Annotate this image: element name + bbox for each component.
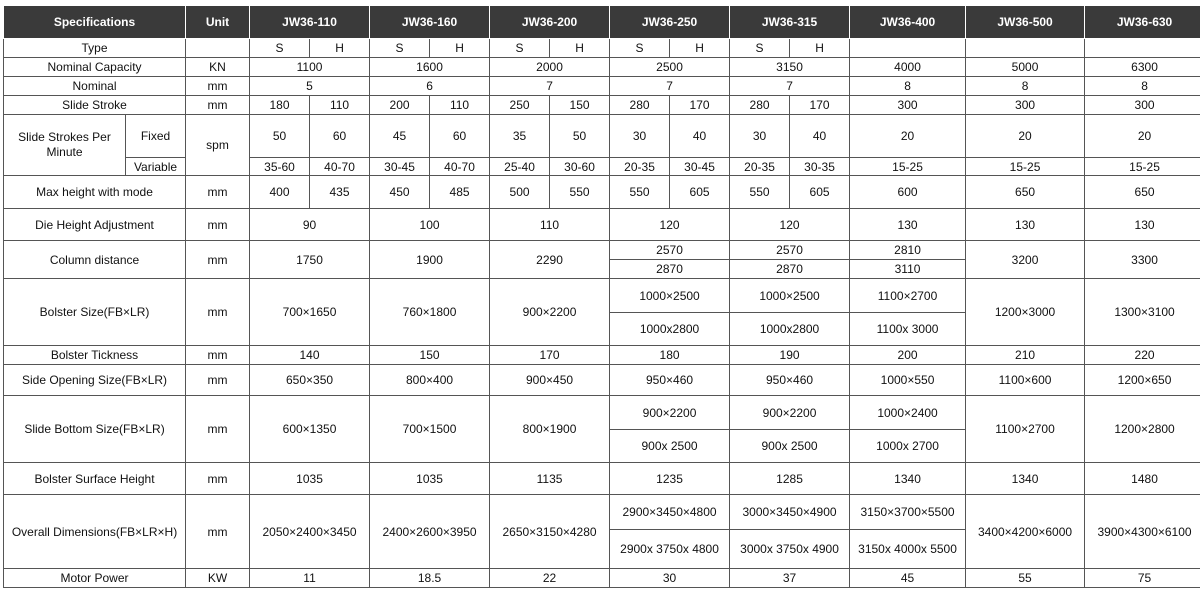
- slidebottom-value-top: 900×2200: [610, 396, 730, 430]
- surface-value: 1480: [1085, 463, 1200, 495]
- bolster-value: 700×1650: [250, 279, 370, 346]
- thickness-row: [4, 346, 1200, 365]
- maxheight-value: 600: [850, 176, 966, 209]
- spm-fixed-value: 40: [670, 115, 730, 158]
- overall-value-top: 2900×3450×4800: [610, 495, 730, 530]
- surface-value: 1340: [850, 463, 966, 495]
- bolster-value: 1200×3000: [966, 279, 1085, 346]
- spm-fixed-value: 45: [370, 115, 430, 158]
- spm-variable-value: 40-70: [430, 158, 490, 176]
- dieheight-value: 90: [250, 209, 370, 241]
- motor-value: 22: [490, 569, 610, 588]
- thickness-value: 200: [850, 346, 966, 365]
- type-cell: S: [490, 39, 550, 58]
- model-header-jw36-110: JW36-110: [250, 6, 370, 39]
- overall-value: 3400×4200×6000: [966, 495, 1085, 569]
- type-cell: S: [250, 39, 310, 58]
- stroke-row: [4, 96, 1200, 115]
- slidebottom-value: 800×1900: [490, 396, 610, 463]
- stroke-value: 300: [850, 96, 966, 115]
- nominal-value: 7: [610, 77, 730, 96]
- motor-value: 37: [730, 569, 850, 588]
- sideopening-value: 1100×600: [966, 365, 1085, 396]
- column-value: 3200: [966, 241, 1085, 279]
- thickness-value: 190: [730, 346, 850, 365]
- bolster-unit: mm: [186, 279, 250, 346]
- overall-value: 2050×2400×3450: [250, 495, 370, 569]
- spm-variable-value: 30-45: [670, 158, 730, 176]
- thickness-value: 220: [1085, 346, 1200, 365]
- spm-variable-value: 30-35: [790, 158, 850, 176]
- capacity-value: 4000: [850, 58, 966, 77]
- model-header-jw36-160: JW36-160: [370, 6, 490, 39]
- slidebottom-value: 1200×2800: [1085, 396, 1200, 463]
- motor-unit: KW: [186, 569, 250, 588]
- sideopening-value: 900×450: [490, 365, 610, 396]
- bolster-value: 1300×3100: [1085, 279, 1200, 346]
- maxheight-value: 435: [310, 176, 370, 209]
- overall-value-bottom: 3150x 4000x 5500: [850, 530, 966, 569]
- stroke-value: 300: [1085, 96, 1200, 115]
- slidebottom-label: Slide Bottom Size(FB×LR): [4, 396, 186, 463]
- spm-fixed-value: 50: [550, 115, 610, 158]
- thickness-value: 170: [490, 346, 610, 365]
- nominal-value: 7: [730, 77, 850, 96]
- maxheight-value: 650: [966, 176, 1085, 209]
- bolster-row: [4, 279, 1200, 313]
- header-row: [4, 6, 1200, 39]
- thickness-value: 150: [370, 346, 490, 365]
- thickness-value: 180: [610, 346, 730, 365]
- thickness-unit: mm: [186, 346, 250, 365]
- motor-value: 45: [850, 569, 966, 588]
- type-cell: H: [430, 39, 490, 58]
- bolster-value: 760×1800: [370, 279, 490, 346]
- spm-variable-value: 20-35: [730, 158, 790, 176]
- spm-variable-value: 30-60: [550, 158, 610, 176]
- column-value-bottom: 2870: [730, 260, 850, 279]
- model-header-jw36-200: JW36-200: [490, 6, 610, 39]
- motor-label: Motor Power: [4, 569, 186, 588]
- dieheight-value: 120: [610, 209, 730, 241]
- surface-value: 1035: [250, 463, 370, 495]
- surface-label: Bolster Surface Height: [4, 463, 186, 495]
- spm-fixed-value: 20: [1085, 115, 1200, 158]
- sideopening-value: 1200×650: [1085, 365, 1200, 396]
- bolster-label: Bolster Size(FB×LR): [4, 279, 186, 346]
- maxheight-value: 485: [430, 176, 490, 209]
- capacity-unit: KN: [186, 58, 250, 77]
- spm-fixed-value: 60: [310, 115, 370, 158]
- type-cell: S: [370, 39, 430, 58]
- bolster-value-bottom: 1000x2800: [730, 313, 850, 346]
- slidebottom-row: [4, 396, 1200, 430]
- thickness-value: 140: [250, 346, 370, 365]
- motor-value: 18.5: [370, 569, 490, 588]
- type-cell: H: [310, 39, 370, 58]
- dieheight-unit: mm: [186, 209, 250, 241]
- stroke-value: 170: [670, 96, 730, 115]
- maxheight-row: [4, 176, 1200, 209]
- maxheight-value: 450: [370, 176, 430, 209]
- model-header-jw36-250: JW36-250: [610, 6, 730, 39]
- capacity-value: 6300: [1085, 58, 1200, 77]
- bolster-value-top: 1000×2500: [610, 279, 730, 313]
- capacity-value: 2500: [610, 58, 730, 77]
- model-header-jw36-315: JW36-315: [730, 6, 850, 39]
- maxheight-unit: mm: [186, 176, 250, 209]
- type-unit: [186, 39, 250, 58]
- stroke-value: 300: [966, 96, 1085, 115]
- model-header-jw36-400: JW36-400: [850, 6, 966, 39]
- nominal-label: Nominal: [4, 77, 186, 96]
- column-value-bottom: 2870: [610, 260, 730, 279]
- sideopening-unit: mm: [186, 365, 250, 396]
- nominal-value: 8: [966, 77, 1085, 96]
- nominal-value: 8: [850, 77, 966, 96]
- column-value-top: 2570: [730, 241, 850, 260]
- capacity-value: 2000: [490, 58, 610, 77]
- type-cell: H: [550, 39, 610, 58]
- surface-row: [4, 463, 1200, 495]
- spm-variable-value: 15-25: [966, 158, 1085, 176]
- sideopening-row: [4, 365, 1200, 396]
- sideopening-value: 650×350: [250, 365, 370, 396]
- type-cell: [1085, 39, 1200, 58]
- column-label: Column distance: [4, 241, 186, 279]
- overall-value-bottom: 2900x 3750x 4800: [610, 530, 730, 569]
- dieheight-value: 110: [490, 209, 610, 241]
- dieheight-label: Die Height Adjustment: [4, 209, 186, 241]
- column-row: [4, 241, 1200, 260]
- stroke-value: 110: [310, 96, 370, 115]
- nominal-unit: mm: [186, 77, 250, 96]
- type-cell: S: [730, 39, 790, 58]
- maxheight-value: 650: [1085, 176, 1200, 209]
- slidebottom-value-bottom: 900x 2500: [610, 430, 730, 463]
- spm-fixed-value: 30: [610, 115, 670, 158]
- column-value-bottom: 3110: [850, 260, 966, 279]
- stroke-value: 150: [550, 96, 610, 115]
- stroke-value: 250: [490, 96, 550, 115]
- column-value: 3300: [1085, 241, 1200, 279]
- capacity-value: 1100: [250, 58, 370, 77]
- spm-variable-row: [4, 158, 1200, 176]
- overall-row: [4, 495, 1200, 530]
- unit-header: Unit: [186, 6, 250, 39]
- spm-fixed-value: 50: [250, 115, 310, 158]
- maxheight-value: 400: [250, 176, 310, 209]
- model-header-jw36-500: JW36-500: [966, 6, 1085, 39]
- type-cell: [850, 39, 966, 58]
- spm-fixed-value: 35: [490, 115, 550, 158]
- overall-value-top: 3150×3700×5500: [850, 495, 966, 530]
- sideopening-value: 1000×550: [850, 365, 966, 396]
- capacity-value: 1600: [370, 58, 490, 77]
- spm-variable-value: 35-60: [250, 158, 310, 176]
- spm-fixed-label: Fixed: [126, 115, 186, 158]
- bolster-value-bottom: 1000x2800: [610, 313, 730, 346]
- spm-variable-value: 15-25: [850, 158, 966, 176]
- overall-value-bottom: 3000x 3750x 4900: [730, 530, 850, 569]
- slidebottom-value: 1100×2700: [966, 396, 1085, 463]
- maxheight-value: 550: [730, 176, 790, 209]
- specifications-header: Specifications: [4, 6, 186, 39]
- surface-unit: mm: [186, 463, 250, 495]
- spm-fixed-value: 40: [790, 115, 850, 158]
- surface-value: 1340: [966, 463, 1085, 495]
- capacity-row: [4, 58, 1200, 77]
- stroke-unit: mm: [186, 96, 250, 115]
- dieheight-row: [4, 209, 1200, 241]
- stroke-value: 280: [610, 96, 670, 115]
- dieheight-value: 130: [966, 209, 1085, 241]
- maxheight-value: 605: [670, 176, 730, 209]
- slidebottom-value-bottom: 1000x 2700: [850, 430, 966, 463]
- maxheight-value: 550: [550, 176, 610, 209]
- maxheight-label: Max height with mode: [4, 176, 186, 209]
- sideopening-value: 950×460: [610, 365, 730, 396]
- maxheight-value: 605: [790, 176, 850, 209]
- bolster-value-top: 1100×2700: [850, 279, 966, 313]
- stroke-value: 280: [730, 96, 790, 115]
- spm-fixed-value: 30: [730, 115, 790, 158]
- slidebottom-value-top: 1000×2400: [850, 396, 966, 430]
- nominal-value: 5: [250, 77, 370, 96]
- maxheight-value: 550: [610, 176, 670, 209]
- bolster-value: 900×2200: [490, 279, 610, 346]
- motor-value: 30: [610, 569, 730, 588]
- dieheight-value: 100: [370, 209, 490, 241]
- motor-row: [4, 569, 1200, 588]
- dieheight-value: 130: [850, 209, 966, 241]
- nominal-value: 6: [370, 77, 490, 96]
- spm-label: Slide Strokes Per Minute: [4, 115, 126, 176]
- type-label: Type: [4, 39, 186, 58]
- spm-variable-value: 15-25: [1085, 158, 1200, 176]
- column-value-top: 2570: [610, 241, 730, 260]
- spm-variable-value: 25-40: [490, 158, 550, 176]
- overall-unit: mm: [186, 495, 250, 569]
- nominal-value: 7: [490, 77, 610, 96]
- column-value-top: 2810: [850, 241, 966, 260]
- type-cell: S: [610, 39, 670, 58]
- thickness-label: Bolster Tickness: [4, 346, 186, 365]
- spm-fixed-value: 20: [850, 115, 966, 158]
- capacity-label: Nominal Capacity: [4, 58, 186, 77]
- type-row: [4, 39, 1200, 58]
- dieheight-value: 120: [730, 209, 850, 241]
- spm-fixed-row: [4, 115, 1200, 158]
- sideopening-value: 950×460: [730, 365, 850, 396]
- bolster-value-top: 1000×2500: [730, 279, 850, 313]
- surface-value: 1135: [490, 463, 610, 495]
- spm-variable-value: 40-70: [310, 158, 370, 176]
- spm-fixed-value: 20: [966, 115, 1085, 158]
- slidebottom-value-top: 900×2200: [730, 396, 850, 430]
- bolster-value-bottom: 1100x 3000: [850, 313, 966, 346]
- nominal-value: 8: [1085, 77, 1200, 96]
- capacity-value: 5000: [966, 58, 1085, 77]
- surface-value: 1285: [730, 463, 850, 495]
- surface-value: 1235: [610, 463, 730, 495]
- stroke-label: Slide Stroke: [4, 96, 186, 115]
- motor-value: 11: [250, 569, 370, 588]
- slidebottom-unit: mm: [186, 396, 250, 463]
- motor-value: 55: [966, 569, 1085, 588]
- spm-unit: spm: [186, 115, 250, 176]
- column-unit: mm: [186, 241, 250, 279]
- overall-label: Overall Dimensions(FB×LR×H): [4, 495, 186, 569]
- sideopening-label: Side Opening Size(FB×LR): [4, 365, 186, 396]
- overall-value: 2650×3150×4280: [490, 495, 610, 569]
- overall-value-top: 3000×3450×4900: [730, 495, 850, 530]
- overall-value: 3900×4300×6100: [1085, 495, 1200, 569]
- type-cell: [966, 39, 1085, 58]
- spm-fixed-value: 60: [430, 115, 490, 158]
- dieheight-value: 130: [1085, 209, 1200, 241]
- slidebottom-value: 700×1500: [370, 396, 490, 463]
- model-header-jw36-630: JW36-630: [1085, 6, 1200, 39]
- spm-variable-value: 30-45: [370, 158, 430, 176]
- sideopening-value: 800×400: [370, 365, 490, 396]
- spm-variable-label: Variable: [126, 158, 186, 176]
- column-value: 1900: [370, 241, 490, 279]
- type-cell: H: [670, 39, 730, 58]
- column-value: 2290: [490, 241, 610, 279]
- spm-variable-value: 20-35: [610, 158, 670, 176]
- capacity-value: 3150: [730, 58, 850, 77]
- nominal-row: [4, 77, 1200, 96]
- stroke-value: 110: [430, 96, 490, 115]
- specifications-table: [3, 5, 1200, 588]
- maxheight-value: 500: [490, 176, 550, 209]
- motor-value: 75: [1085, 569, 1200, 588]
- stroke-value: 200: [370, 96, 430, 115]
- slidebottom-value-bottom: 900x 2500: [730, 430, 850, 463]
- type-cell: H: [790, 39, 850, 58]
- slidebottom-value: 600×1350: [250, 396, 370, 463]
- surface-value: 1035: [370, 463, 490, 495]
- stroke-value: 170: [790, 96, 850, 115]
- overall-value: 2400×2600×3950: [370, 495, 490, 569]
- thickness-value: 210: [966, 346, 1085, 365]
- stroke-value: 180: [250, 96, 310, 115]
- column-value: 1750: [250, 241, 370, 279]
